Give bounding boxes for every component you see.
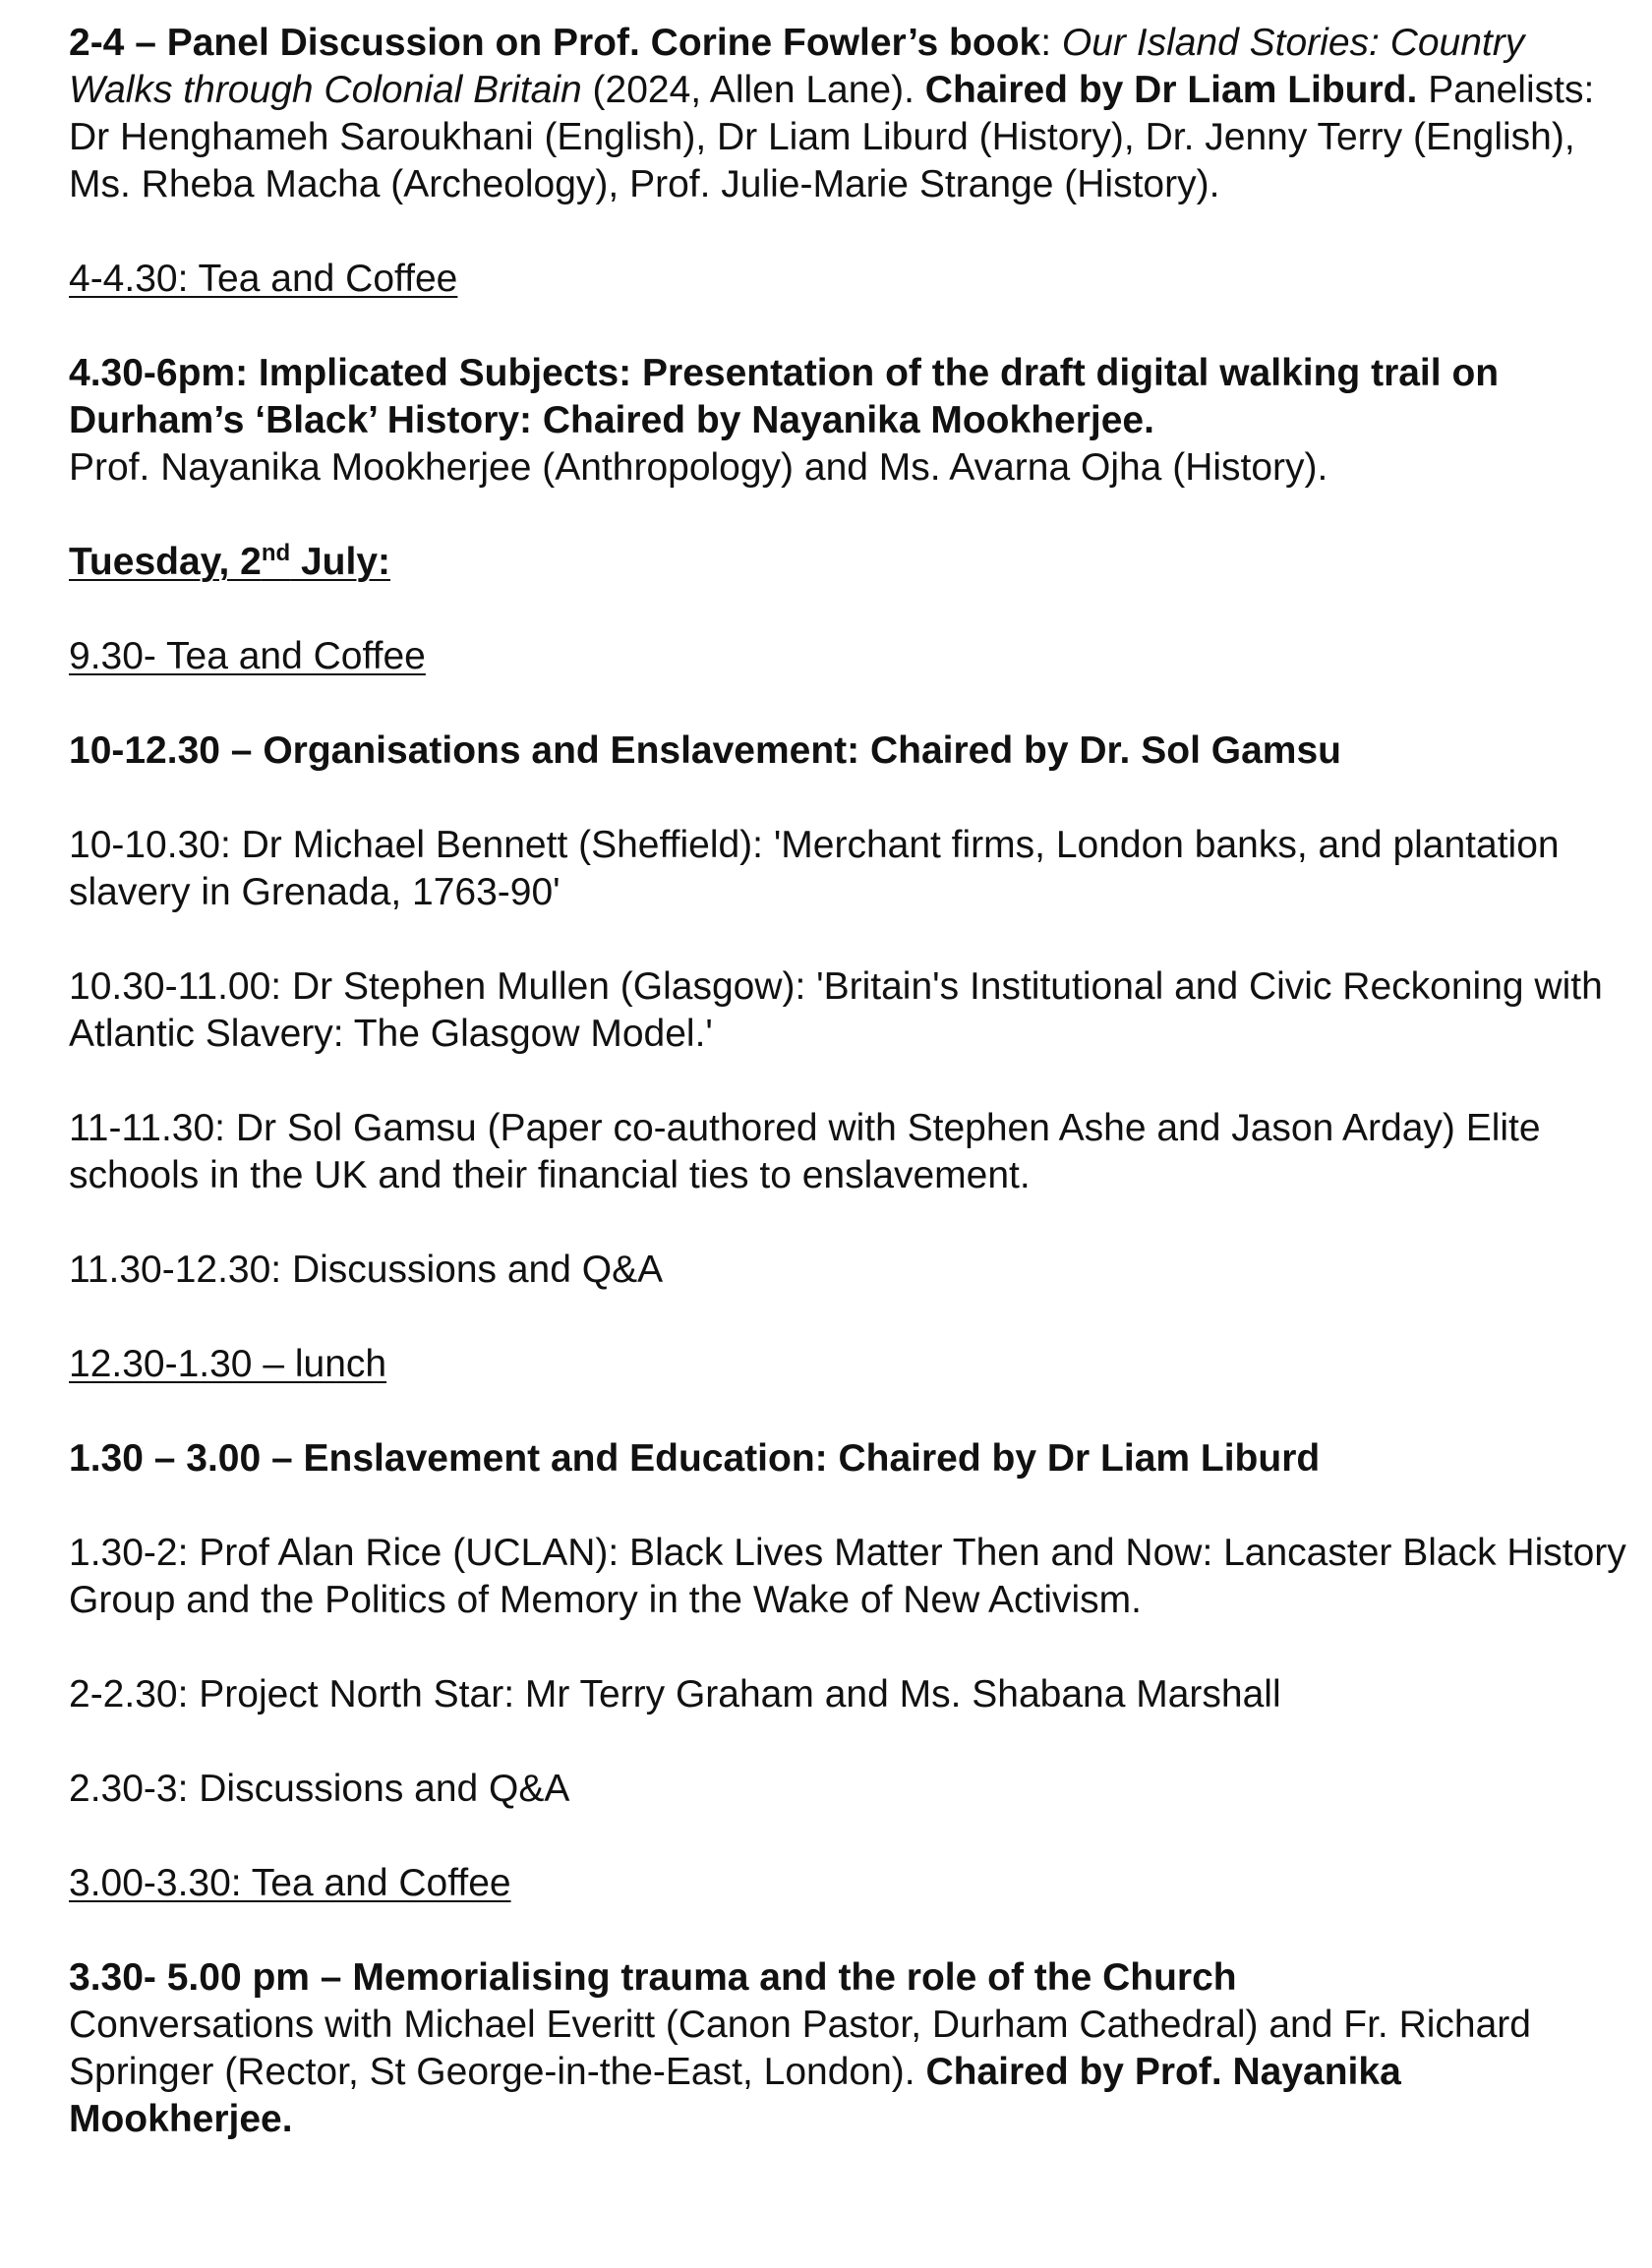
talk-bennett: 10-10.30: Dr Michael Bennett (Sheffield): 'Merchant firms, London banks, and plantation slavery in Grenada, 1763-90' — [69, 824, 1560, 913]
panel-discussion-title: 2-4 – Panel Discussion on Prof. Corine Fowler’s book — [69, 22, 1041, 64]
talk-rice: 1.30-2: Prof Alan Rice (UCLAN): Black Lives Matter Then and Now: Lancaster Black History Group and the Politics of Memory in the Wake of New Activism. — [69, 1532, 1626, 1621]
implicated-subjects-speakers: Prof. Nayanika Mookherjee (Anthropology) and Ms. Avarna Ojha (History). — [69, 446, 1328, 489]
session-memorialising — [69, 1954, 1632, 2143]
day-heading — [69, 539, 1632, 586]
panelists: Panelists: Dr Henghameh Saroukhani (English), Dr Liam Liburd (History), Dr. Jenny Terry (English), Ms. Rheba Macha (Archeology), Prof. Julie-Marie Strange (History). — [69, 69, 1595, 205]
discussion-morning: 11.30-12.30: Discussions and Q&A — [69, 1249, 664, 1291]
book-info: (2024, Allen Lane). — [581, 69, 925, 111]
title-separator: : — [1040, 22, 1062, 64]
tea-break-late: 3.00-3.30: Tea and Coffee — [69, 1862, 511, 1904]
session-title-education: 1.30 – 3.00 – Enslavement and Education: Chaired by Dr Liam Liburd — [69, 1437, 1321, 1480]
implicated-subjects-title: 4.30-6pm: Implicated Subjects: Presentation of the draft digital walking trail on Durham’s ‘Black’ History: Chaired by Nayanika Mookherjee. — [69, 352, 1500, 441]
session-title-memorialising: 3.30- 5.00 pm – Memorialising trauma and the role of the Church — [69, 1956, 1237, 1999]
talk-mullen: 10.30-11.00: Dr Stephen Mullen (Glasgow): 'Britain's Institutional and Civic Reckoning with Atlantic Slavery: The Glasgow Model.' — [69, 965, 1603, 1055]
programme-page — [69, 20, 1632, 2190]
day-heading-suffix: July: — [290, 541, 391, 583]
lunch-break: 12.30-1.30 – lunch — [69, 1343, 387, 1385]
memorialising-chair: Chaired by Prof. Nayanika Mookherjee. — [69, 2051, 1401, 2140]
talk-gamsu: 11-11.30: Dr Sol Gamsu (Paper co-authored with Stephen Ashe and Jason Arday) Elite schools in the UK and their financial ties to enslavement. — [69, 1107, 1541, 1196]
implicated-subjects-item — [69, 350, 1632, 492]
memorialising-body: Conversations with Michael Everitt (Canon Pastor, Durham Cathedral) and Fr. Richard Springer (Rector, St George-in-the-East, London). — [69, 2004, 1531, 2093]
day-heading-prefix: Tuesday, 2 — [69, 541, 262, 583]
panel-chair: Chaired by Dr Liam Liburd. — [924, 69, 1418, 111]
tea-break-afternoon: 4-4.30: Tea and Coffee — [69, 258, 458, 300]
book-title: Our Island Stories: Country Walks through Colonial Britain — [69, 22, 1525, 111]
session-title-organisations: 10-12.30 – Organisations and Enslavement: Chaired by Dr. Sol Gamsu — [69, 729, 1341, 772]
talk-north-star: 2-2.30: Project North Star: Mr Terry Graham and Ms. Shabana Marshall — [69, 1673, 1281, 1716]
day-heading-ordinal: nd — [261, 540, 291, 566]
tea-break-morning: 9.30- Tea and Coffee — [69, 635, 426, 677]
discussion-afternoon: 2.30-3: Discussions and Q&A — [69, 1768, 570, 1810]
panel-discussion-item — [69, 20, 1632, 208]
